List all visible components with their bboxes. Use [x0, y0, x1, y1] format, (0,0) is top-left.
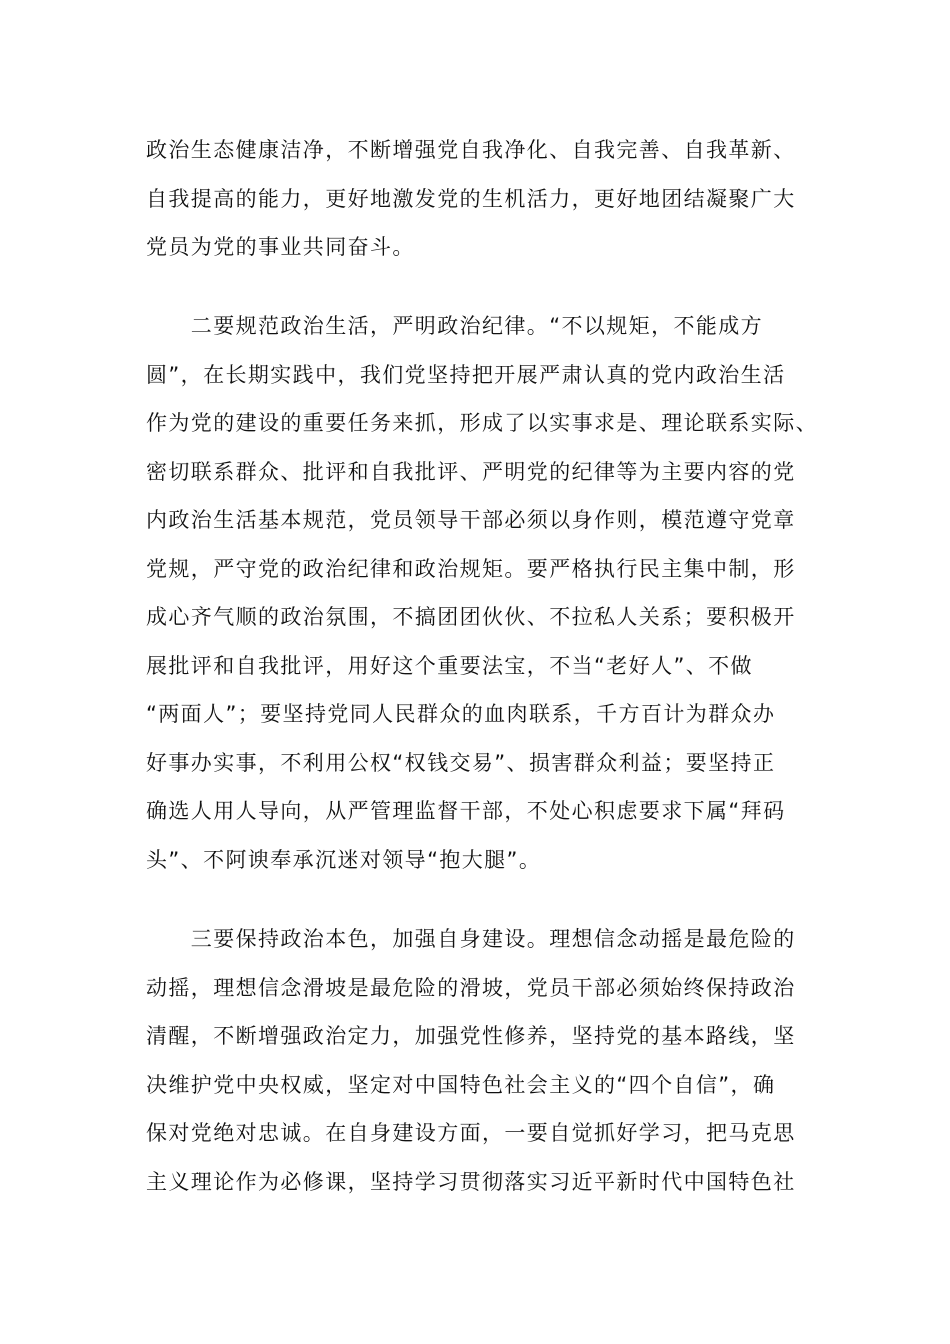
text-line: 自我提高的能力，更好地激发党的生机活力，更好地团结凝聚广大 [146, 186, 796, 211]
text-line: 密切联系群众、批评和自我批评、严明党的纪律等为主要内容的党 [146, 459, 796, 484]
text-line: 党规，严守党的政治纪律和政治规矩。要严格执行民主集中制，形 [146, 556, 796, 581]
text-line: 政治生态健康洁净，不断增强党自我净化、自我完善、自我革新、 [146, 138, 796, 162]
text-line: 动摇，理想信念滑坡是最危险的滑坡，党员干部必须始终保持政治 [146, 975, 796, 1000]
text-line: 展批评和自我批评，用好这个重要法宝，不当“老好人”、不做 [146, 653, 753, 678]
text-line: 圆”，在长期实践中，我们党坚持把开展严肃认真的党内政治生活 [146, 362, 786, 387]
paragraph-political-character [146, 915, 816, 1206]
paragraph-political-life [146, 302, 816, 884]
text-line: 清醒，不断增强政治定力，加强党性修养，坚持党的基本路线，坚 [146, 1024, 796, 1048]
text-line: 党员为党的事业共同奋斗。 [146, 235, 415, 259]
text-line: 好事办实事，不利用公权“权钱交易”、损害群众利益；要坚持正 [146, 750, 776, 775]
text-line: 成心齐气顺的政治氛围，不搞团团伙伙、不拉私人关系；要积极开 [146, 605, 796, 629]
text-line: 作为党的建设的重要任务来抓，形成了以实事求是、理论联系实际、 [146, 411, 818, 435]
text-line: 确选人用人导向，从严管理监督干部，不处心积虑要求下属“拜码 [146, 799, 786, 823]
text-line: 二要规范政治生活，严明政治纪律。“不以规矩，不能成方 [146, 314, 764, 338]
text-line: 决维护党中央权威，坚定对中国特色社会主义的“四个自信”，确 [146, 1072, 776, 1097]
paragraph-continuation [146, 126, 816, 272]
text-line: 三要保持政治本色，加强自身建设。理想信念动摇是最危险的 [146, 927, 796, 951]
text-line: 保对党绝对忠诚。在自身建设方面，一要自觉抓好学习，把马克思 [146, 1121, 796, 1145]
text-line: “两面人”；要坚持党同人民群众的血肉联系，千方百计为群众办 [146, 702, 776, 726]
text-line: 内政治生活基本规范，党员领导干部必须以身作则，模范遵守党章 [146, 508, 796, 532]
text-line: 主义理论作为必修课，坚持学习贯彻落实习近平新时代中国特色社 [146, 1169, 796, 1194]
text-line: 头”、不阿谀奉承沉迷对领导“抱大腿”。 [146, 847, 542, 872]
